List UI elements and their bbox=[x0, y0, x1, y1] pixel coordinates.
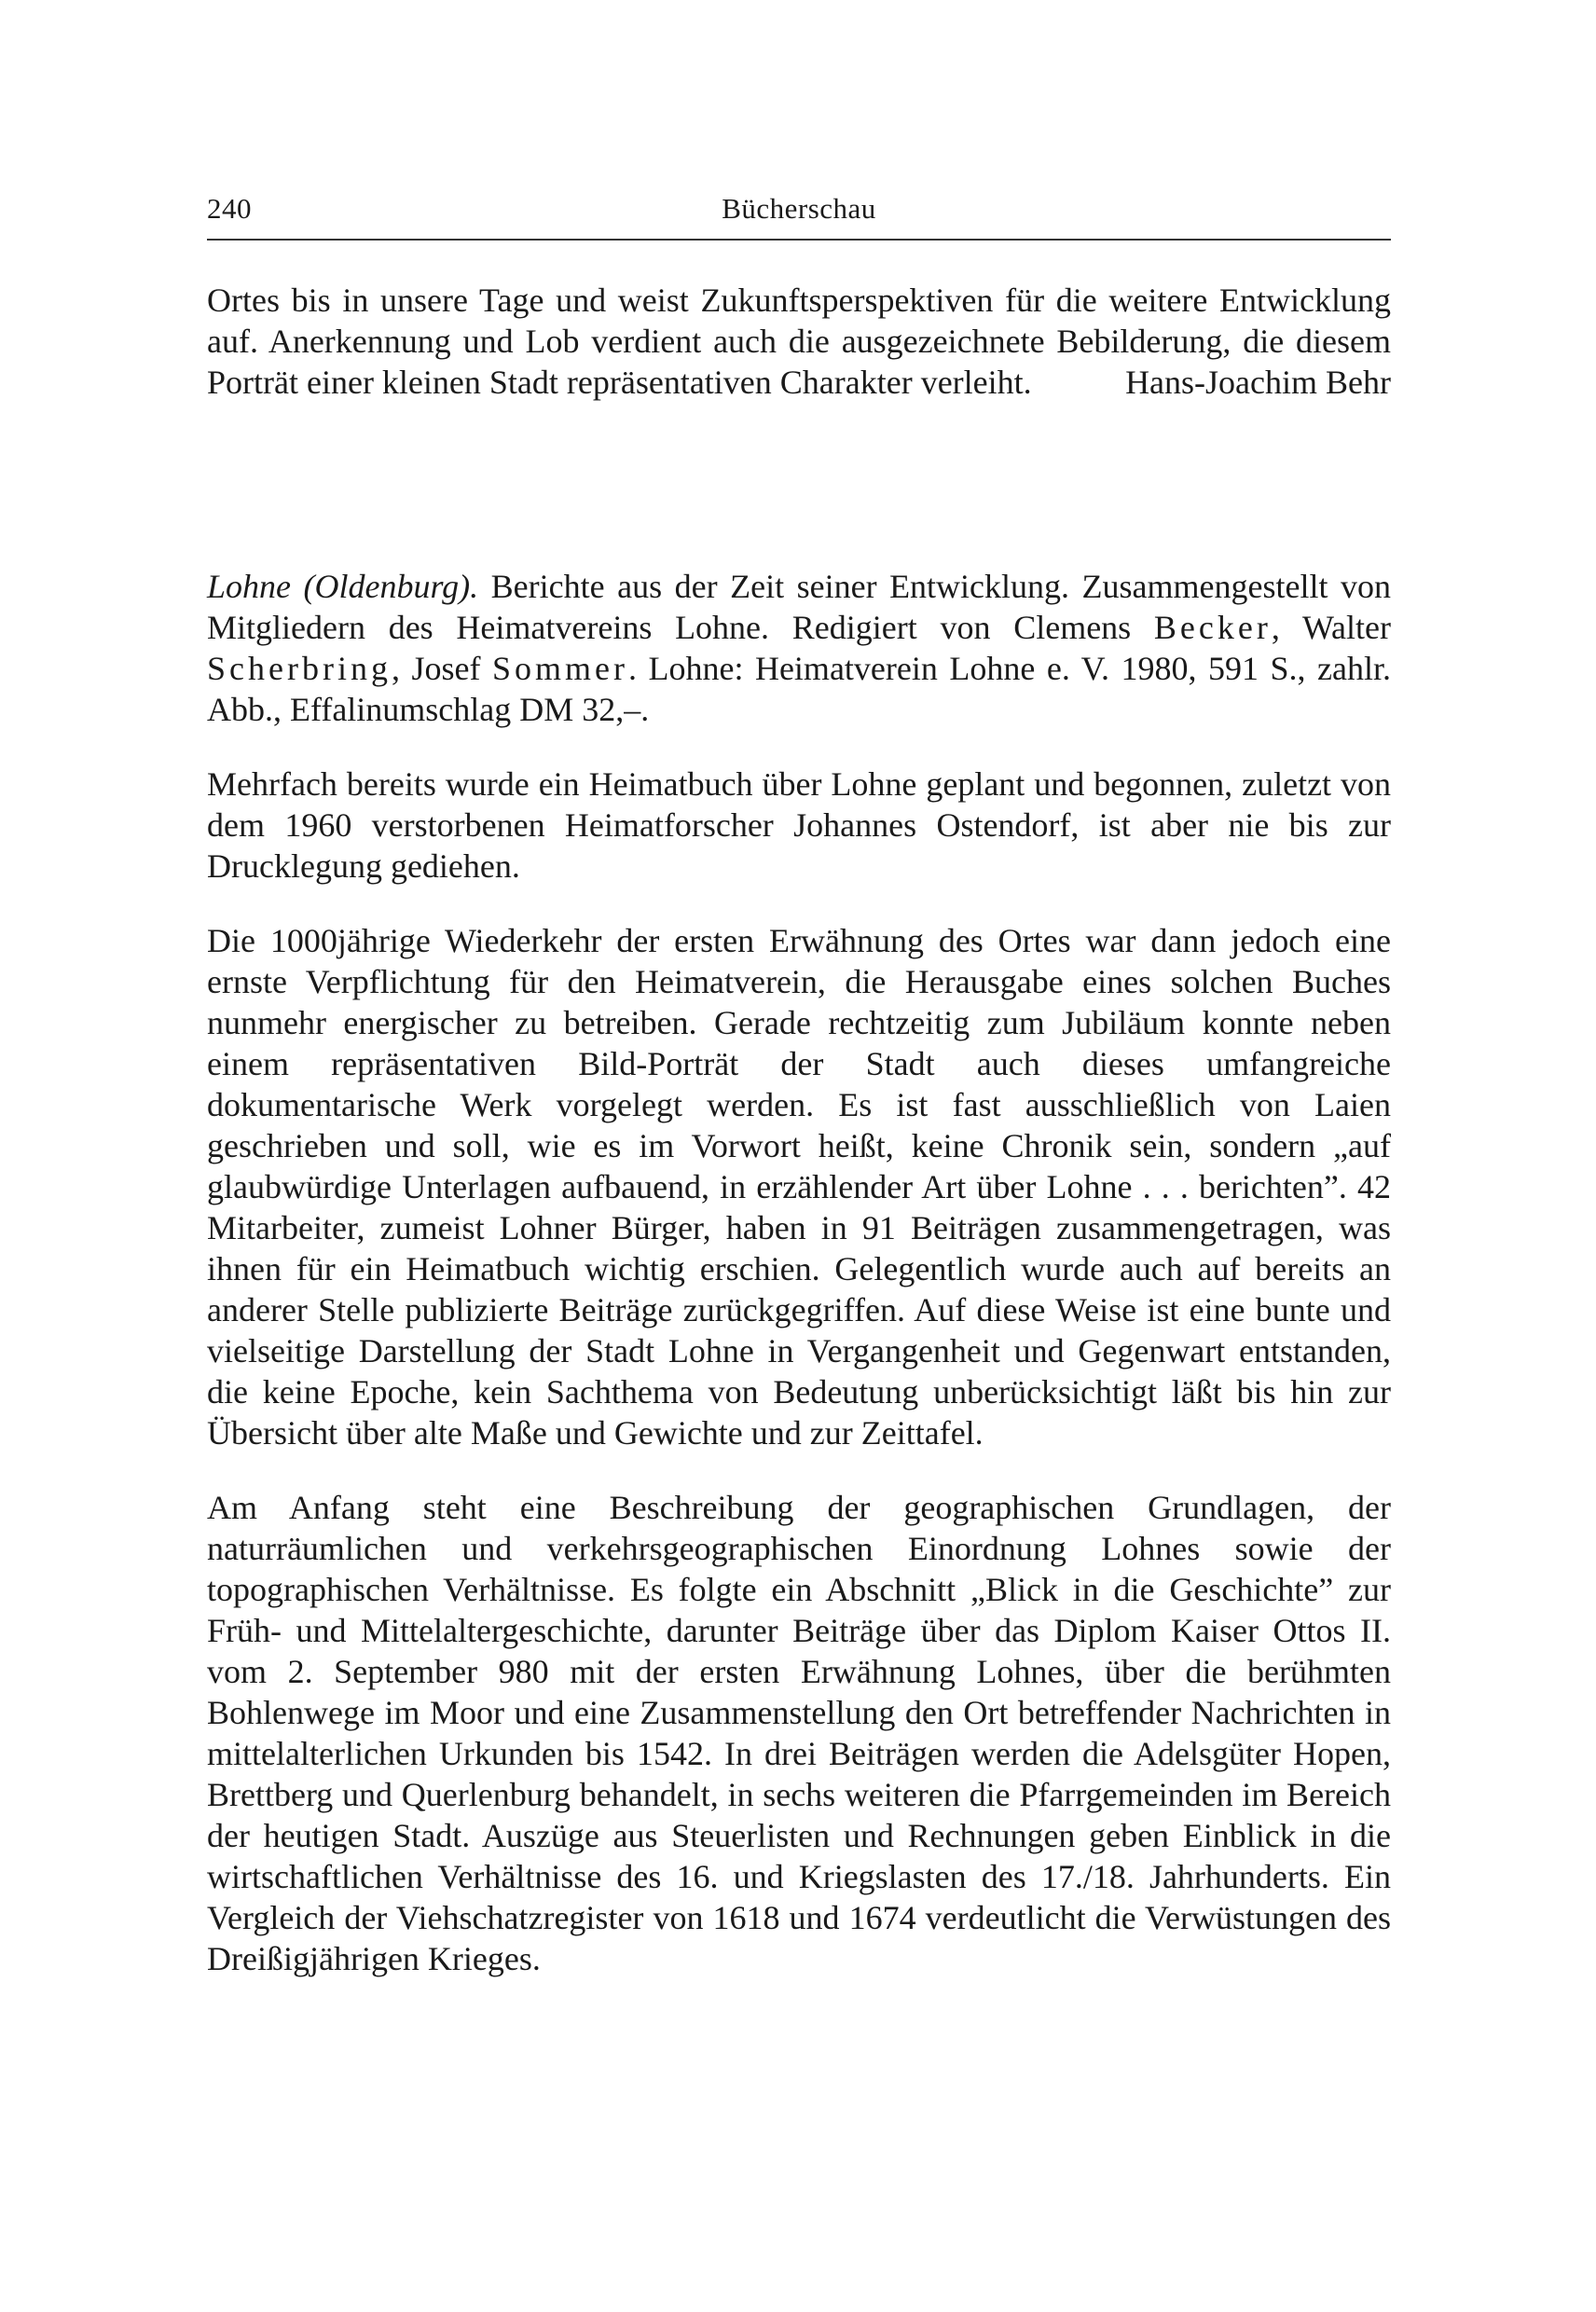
review-paragraph: Am Anfang steht eine Beschreibung der geographischen Grundlagen, der naturräumlichen und verkehrsgeographischen Einordnung Lohnes sowie der topographischen Verhältnisse. Es folgte ein Abschnitt „Blick in die Geschichte” zur Früh- und Mittelaltergeschichte, darunter Beiträge über das Diplom Kaiser Ottos II. vom 2. September 980 mit der ersten Erwähnung Lohnes, über die berühmten Bohlenwege im Moor und eine Zusammenstellung den Ort betreffender Nachrichten in mittelalterlichen Urkunden bis 1542. In drei Beiträgen werden die Adelsgüter Hopen, Brettberg und Querlenburg behandelt, in sechs weiteren die Pfarrgemeinden im Bereich der heutigen Stadt. Auszüge aus Steuerlisten und Rechnungen geben Einblick in die wirtschaftlichen Verhältnisse des 16. und Kriegslasten des 17./18. Jahrhunderts. Ein Vergleich der Viehschatzregister von 1618 und 1674 verdeutlicht die Verwüstungen des Dreißigjährigen Krieges. bbox=[207, 1489, 1391, 1977]
editor-separator: , Josef bbox=[391, 650, 481, 687]
review-paragraph: Die 1000jährige Wiederkehr der ersten Erwähnung des Ortes war dann jedoch eine ernste Verpflichtung für den Heimatverein, die Herausgabe eines solchen Buches nunmehr energischer zu betreiben. Gerade rechtzeitig zum Jubiläum konnte neben einem repräsentativen Bild-Porträt der Stadt auch dieses umfangreiche dokumentarische Werk vorgelegt werden. Es ist fast ausschließlich von Laien geschrieben und soll, wie es im Vorwort heißt, keine Chronik sein, sondern „auf glaubwürdige Unterlagen aufbauend, in erzählender Art über Lohne . . . berichten”. 42 Mitarbeiter, zumeist Lohner Bürger, haben in 91 Beiträgen zusammengetragen, was ihnen für ein Heimatbuch wichtig erschien. Gelegentlich wurde auch auf bereits an anderer Stelle publizierte Beiträge zurückgegriffen. Auf diese Weise ist eine bunte und vielseitige Darstellung der Stadt Lohne in Vergangenheit und Gegenwart entstanden, die keine Epoche, kein Sachthema von Bedeutung unberücksichtigt läßt bis hin zur Übersicht über alte Maße und Gewichte und zur Zeittafel. bbox=[207, 922, 1391, 1452]
previous-review-text: Ortes bis in unsere Tage und weist Zukunftsperspektiven für die weitere Entwicklung auf. Anerkennung und Lob verdient auch die ausgezeichnete Bebilderung, die diesem Porträt einer kleinen Stadt repräsentativen Charakter verleiht. bbox=[207, 282, 1391, 401]
editor-separator: , Walter bbox=[1271, 609, 1391, 646]
section-title: Bücherschau bbox=[722, 192, 876, 225]
previous-review-ending bbox=[207, 280, 1391, 403]
editor-name: Sommer bbox=[491, 650, 628, 687]
document-page bbox=[207, 186, 1391, 2013]
review-paragraph: Mehrfach bereits wurde ein Heimatbuch über Lohne geplant und begonnen, zuletzt von dem 1960 verstorbenen Heimatforscher Johannes Ostendorf, ist aber nie bis zur Drucklegung gediehen. bbox=[207, 765, 1391, 885]
running-head bbox=[207, 186, 1391, 241]
publication-details: . Lohne: Heimatverein Lohne e. V. 1980, 591 S., zahlr. Abb., Effalinumschlag DM 32,–. bbox=[207, 650, 1392, 728]
book-subtitle: Berichte aus der Zeit seiner Entwicklung. Zusammengestellt von Mitgliedern des Heimatvereins Lohne. Redigiert von Clemens bbox=[207, 568, 1392, 646]
editor-name: Scherbring bbox=[207, 650, 392, 687]
reviewer-signature: Hans-Joachim Behr bbox=[1125, 364, 1391, 401]
page-number: 240 bbox=[207, 192, 252, 225]
editor-name: Becker bbox=[1153, 609, 1272, 646]
book-title: Lohne (Oldenburg). bbox=[207, 568, 479, 605]
review-bibliographic-entry bbox=[207, 566, 1391, 730]
